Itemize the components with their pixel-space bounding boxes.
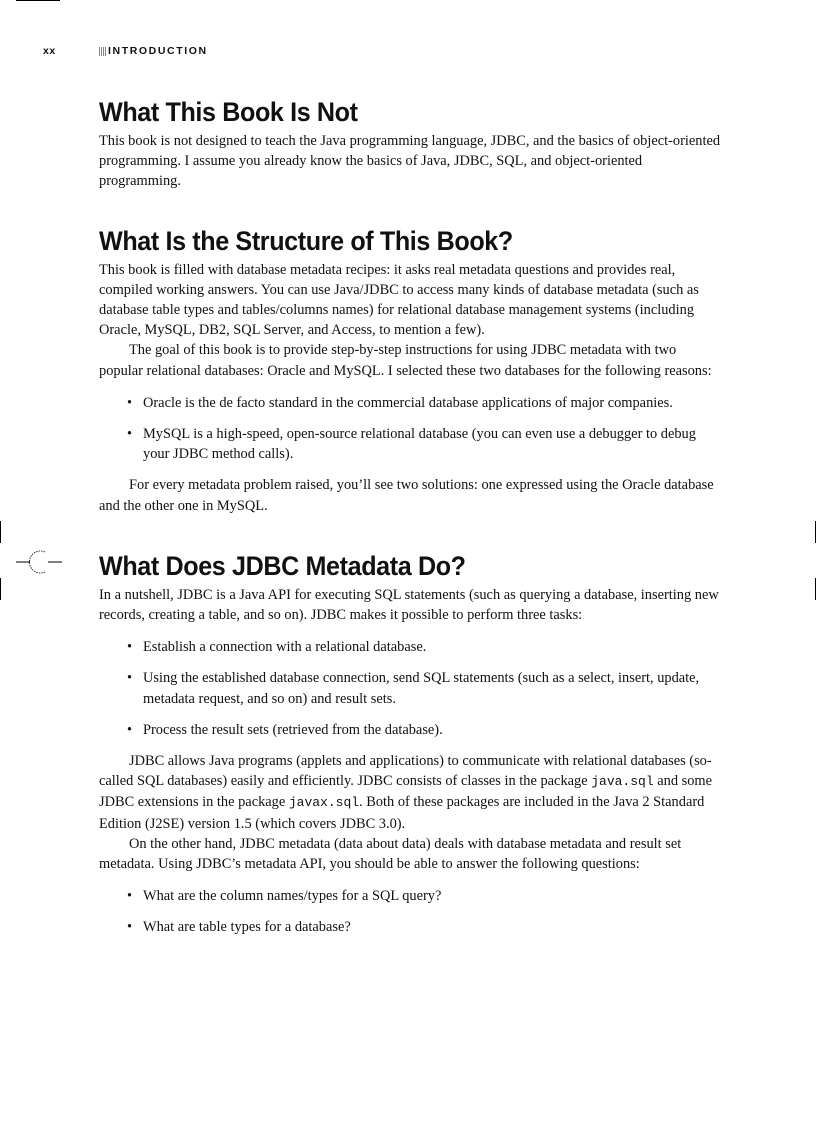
paragraph: For every metadata problem raised, you’ll see two solutions: one expressed using the Oracle database and the other one in MySQL. bbox=[99, 477, 714, 514]
code-java-sql: java.sql bbox=[591, 774, 654, 790]
bullet-icon: • bbox=[127, 721, 133, 738]
bullet-list bbox=[99, 886, 721, 937]
list-item: • MySQL is a high-speed, open-source relational database (you can even use a debugger to debug your JDBC method calls). bbox=[127, 426, 696, 463]
heading-what-does-jdbc-metadata-do: What Does JDBC Metadata Do? bbox=[99, 550, 466, 581]
crop-mark-left-lower bbox=[0, 578, 1, 600]
code-javax-sql: javax.sql bbox=[288, 795, 360, 811]
paragraph: On the other hand, JDBC metadata (data about data) deals with database metadata and result set metadata. Using JDBC’s metadata API, you should be able to answer the following questions: bbox=[99, 835, 682, 873]
list-item: • What are the column names/types for a SQL query? bbox=[99, 886, 721, 906]
section-marker-icon bbox=[99, 47, 106, 56]
bullet-list bbox=[99, 637, 721, 740]
bullet-list bbox=[99, 393, 721, 465]
list-item: • Oracle is the de facto standard in the commercial database applications of major companies. bbox=[99, 393, 721, 413]
bullet-icon: • bbox=[127, 919, 133, 936]
crop-mark-top bbox=[16, 0, 60, 1]
heading-what-this-book-is-not: What This Book Is Not bbox=[99, 97, 358, 127]
section-spacer bbox=[99, 516, 721, 547]
heading-structure-of-book: What Is the Structure of This Book? bbox=[99, 225, 513, 256]
bullet-icon: • bbox=[127, 639, 133, 656]
bullet-icon: • bbox=[127, 426, 133, 443]
page-number: xx bbox=[43, 45, 56, 57]
paragraph: This book is not designed to teach the Java programming language, JDBC, and the basics of object-oriented programming. I assume you already know the basics of Java, JDBC, SQL, and object-oriented programming. bbox=[99, 133, 721, 190]
running-head bbox=[43, 43, 208, 59]
bullet-icon: • bbox=[127, 888, 133, 905]
list-item: • Establish a connection with a relational database. bbox=[99, 637, 721, 657]
crop-mark-left-upper bbox=[0, 521, 1, 543]
list-item: • What are table types for a database? bbox=[99, 917, 721, 937]
registration-mark bbox=[16, 548, 62, 576]
bullet-icon: • bbox=[127, 394, 133, 411]
paragraph: This book is filled with database metadata recipes: it asks real metadata questions and provides real, compiled working answers. You can use Java/JDBC to access many kinds of database metadata (such as database table types and tables/columns names) for relational database management systems (including Oracle, MySQL, DB2, SQL Server, and Access, to mention a few). bbox=[99, 261, 699, 339]
running-head-title: INTRODUCTION bbox=[108, 45, 208, 57]
page-body bbox=[99, 93, 721, 949]
paragraph: In a nutshell, JDBC is a Java API for executing SQL statements (such as querying a database, inserting new records, creating a table, and so on). JDBC makes it possible to perform three tasks: bbox=[99, 586, 719, 624]
paragraph: The goal of this book is to provide step-by-step instructions for using JDBC metadata with two popular relational databases: Oracle and MySQL. I selected these two databases for the following reasons: bbox=[99, 342, 712, 379]
list-item: • Process the result sets (retrieved from the database). bbox=[99, 720, 721, 740]
section-spacer bbox=[99, 192, 721, 222]
list-item: • Using the established database connection, send SQL statements (such as a select, insert, update, metadata request, and so on) and result sets. bbox=[127, 670, 700, 707]
paragraph: JDBC allows Java programs (applets and applications) to communicate with relational databases (so-called SQL databases) easily and efficiently. JDBC consists of classes in the package java.sql and some JDBC extensions in the package javax.sql. Both of these packages are included in the Java 2 Standard Edition (J2SE) version 1.5 (which covers JDBC 3.0). bbox=[99, 753, 712, 832]
bullet-icon: • bbox=[127, 670, 133, 687]
